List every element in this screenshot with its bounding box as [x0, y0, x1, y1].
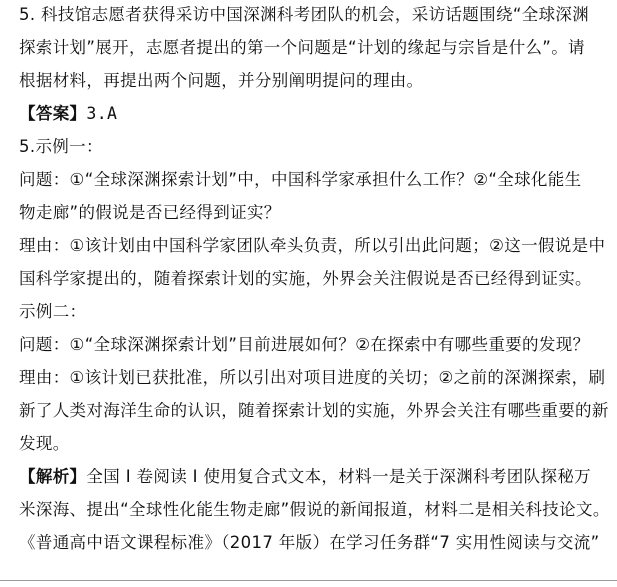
analysis-line-1	[19, 466, 591, 488]
answer-label: 【答案】	[19, 104, 87, 123]
question-line-1: 5. 科技馆志愿者获得采访中国深渊科考团队的机会，采访话题围绕“全球深渊	[19, 5, 590, 24]
example-one-question-line-2: 物走廊”的假说是否已经得到证实？	[19, 203, 281, 222]
question-line-2: 探索计划”展开，志愿者提出的第一个问题是“计划的缘起与宗旨是什么”。请	[19, 38, 585, 57]
example-one-reason-line-2: 国科学家提出的，随着探索计划的实施，外界会关注假说是否已经得到证实。	[19, 269, 592, 288]
question-line-3: 根据材料，再提出两个问题，并分别阐明提问的理由。	[19, 71, 424, 90]
example-two-question-line: 问题：①“全球深渊探索计划”目前进展如何？②在探索中有哪些重要的发现？	[19, 335, 590, 354]
example-two-reason-line-2: 新了人类对海洋生命的认识，随着探索计划的实施，外界会关注有哪些重要的新	[19, 401, 609, 420]
analysis-line-3: 《普通高中语文课程标准》（2017 年版）在学习任务群“7 实用性阅读与交流”	[19, 533, 600, 552]
example-two-heading: 示例二：	[19, 302, 87, 321]
page-bottom-divider	[0, 580, 617, 581]
analysis-label: 【解析】	[19, 467, 87, 486]
example-one-reason-line-1: 理由：①该计划由中国科学家团队牵头负责，所以引出此问题；②这一假说是中	[19, 236, 606, 255]
example-two-reason-line-1: 理由：①该计划已获批准，所以引出对项目进度的关切；②之前的深渊探索，刷	[19, 368, 606, 387]
example-one-question-line-1: 问题：①“全球深渊探索计划”中，中国科学家承担什么工作？②“全球化能生	[19, 170, 582, 189]
answer-value: 3.A	[86, 104, 118, 123]
answer-line	[19, 103, 117, 125]
example-two-reason-line-3: 发现。	[19, 434, 70, 453]
example-one-heading: 5.示例一：	[19, 137, 103, 156]
analysis-text: 全国 Ⅰ 卷阅读 Ⅰ 使用复合式文本，材料一是关于深渊科考团队探秘万	[86, 467, 592, 486]
analysis-line-2: 米深海、提出“全球性化能生物走廊”假说的新闻报道，材料二是相关科技论文。	[19, 500, 610, 519]
